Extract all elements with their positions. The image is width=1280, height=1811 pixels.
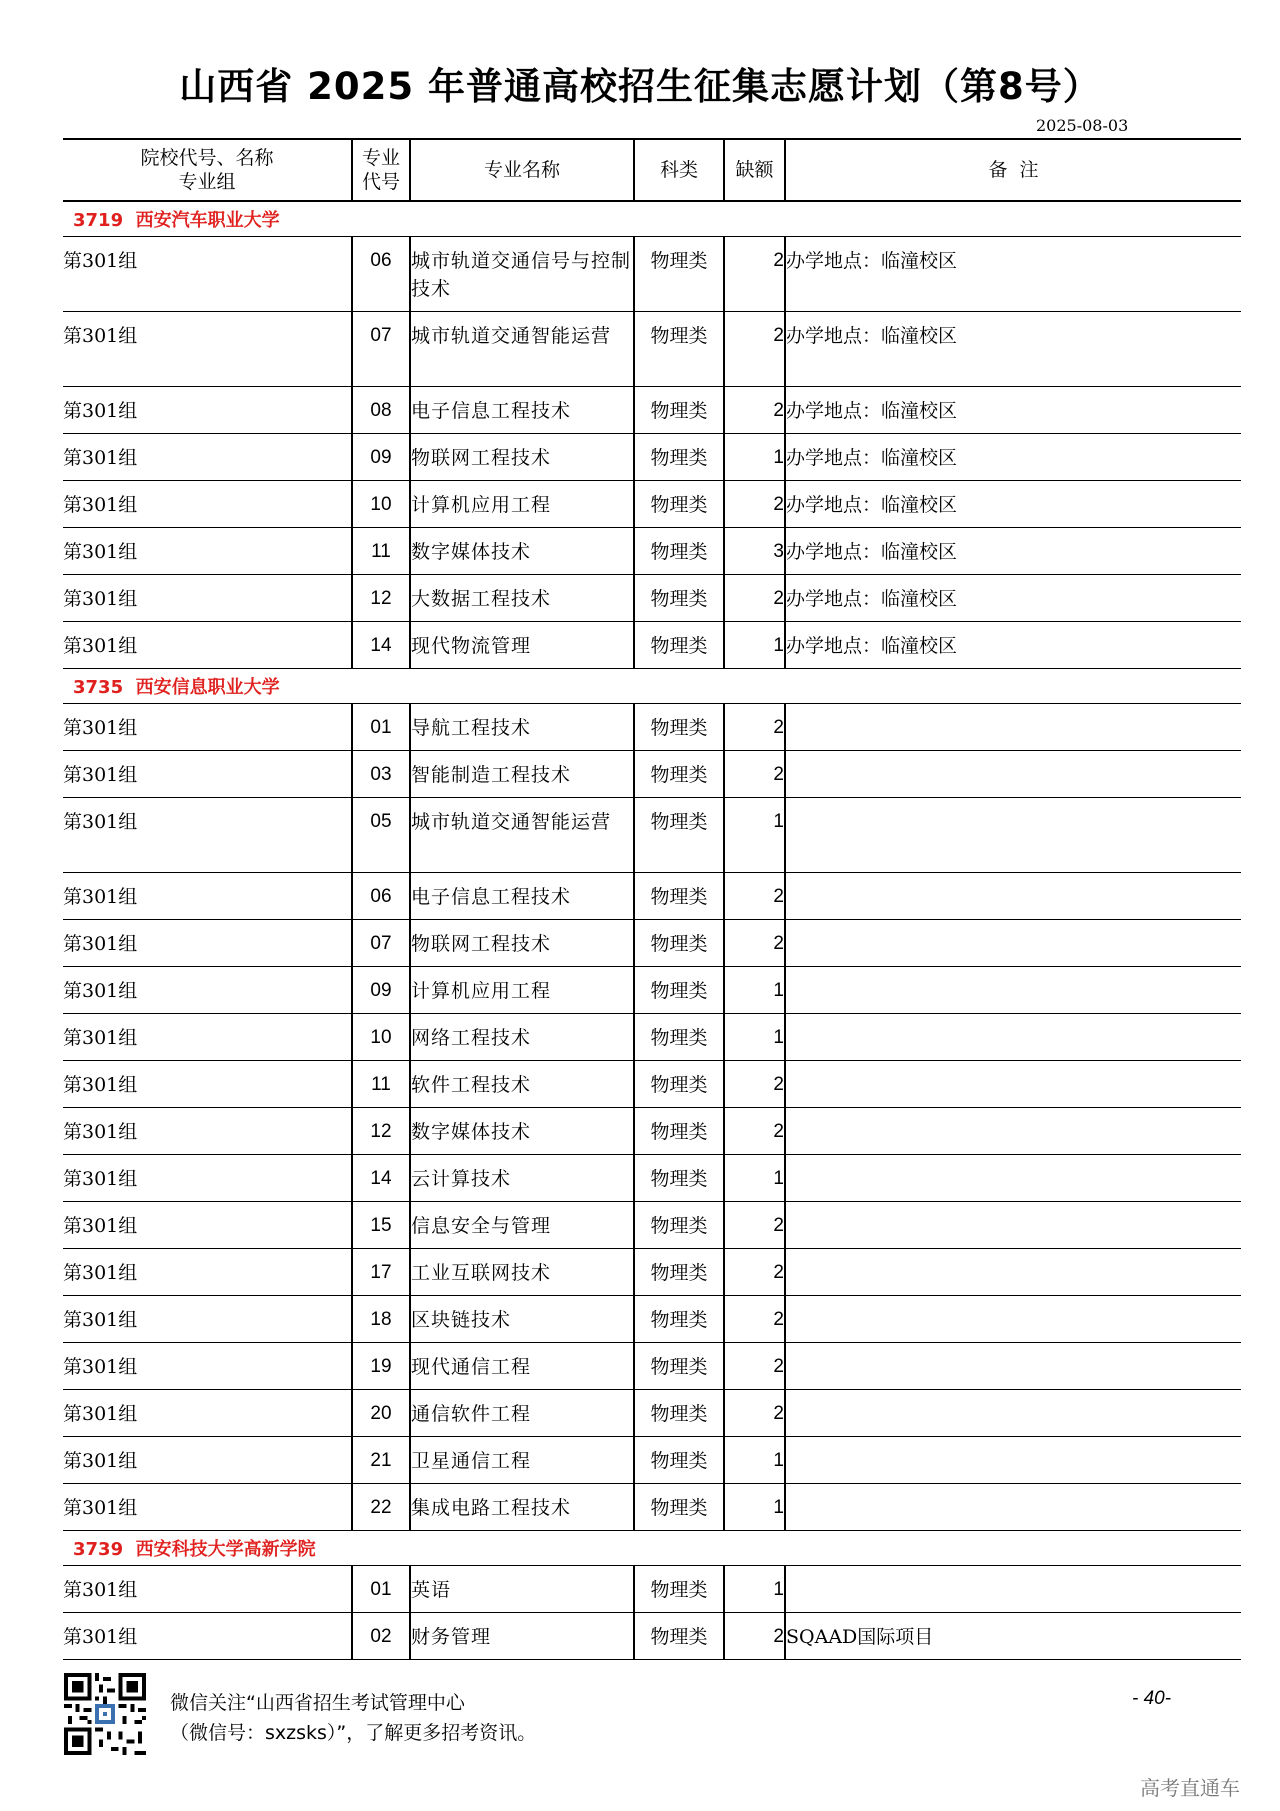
cell-major-code: 01: [352, 704, 410, 751]
cell-category: 物理类: [634, 1249, 724, 1296]
cell-note: 办学地点：临潼校区: [785, 387, 1241, 434]
cell-vacancy: 2: [724, 1202, 785, 1249]
cell-note: [785, 1437, 1241, 1484]
table-row: [63, 1061, 1241, 1108]
cell-category: 物理类: [634, 312, 724, 387]
cell-vacancy: 1: [724, 798, 785, 873]
cell-major-name: 物联网工程技术: [410, 434, 634, 481]
cell-note: [785, 1566, 1241, 1613]
cell-note: [785, 873, 1241, 920]
cell-vacancy: 1: [724, 1155, 785, 1202]
cell-note: [785, 967, 1241, 1014]
table-header-row: [63, 139, 1241, 201]
cell-category: 物理类: [634, 920, 724, 967]
cell-major-code: 09: [352, 967, 410, 1014]
cell-major-code: 10: [352, 481, 410, 528]
cell-vacancy: 2: [724, 920, 785, 967]
header-school-group-line1: 院校代号、名称: [140, 147, 274, 169]
cell-major-code: 10: [352, 1014, 410, 1061]
school-name: 3735 西安信息职业大学: [63, 669, 1241, 704]
table-row: [63, 1343, 1241, 1390]
header-vacancy: 缺额: [724, 139, 785, 201]
cell-group: 第301组: [63, 704, 352, 751]
table-row: [63, 1108, 1241, 1155]
cell-note: [785, 798, 1241, 873]
cell-category: 物理类: [634, 387, 724, 434]
cell-category: 物理类: [634, 798, 724, 873]
cell-major-code: 07: [352, 920, 410, 967]
table-row: [63, 798, 1241, 873]
table-row: [63, 575, 1241, 622]
cell-major-code: 12: [352, 1108, 410, 1155]
cell-vacancy: 2: [724, 312, 785, 387]
cell-group: 第301组: [63, 751, 352, 798]
header-major-name: 专业名称: [410, 139, 634, 201]
table-row: [63, 967, 1241, 1014]
cell-major-code: 06: [352, 237, 410, 312]
cell-category: 物理类: [634, 1566, 724, 1613]
cell-group: 第301组: [63, 798, 352, 873]
cell-group: 第301组: [63, 528, 352, 575]
cell-vacancy: 2: [724, 575, 785, 622]
watermark-text: 高考直通车: [1140, 1776, 1240, 1800]
cell-category: 物理类: [634, 1437, 724, 1484]
school-header-row: [63, 201, 1241, 237]
cell-group: 第301组: [63, 1108, 352, 1155]
cell-vacancy: 1: [724, 622, 785, 669]
cell-group: 第301组: [63, 1566, 352, 1613]
cell-note: [785, 1108, 1241, 1155]
cell-vacancy: 2: [724, 387, 785, 434]
cell-vacancy: 2: [724, 1613, 785, 1660]
cell-category: 物理类: [634, 967, 724, 1014]
cell-major-name: 大数据工程技术: [410, 575, 634, 622]
cell-major-name: 英语: [410, 1566, 634, 1613]
cell-major-code: 03: [352, 751, 410, 798]
cell-category: 物理类: [634, 1155, 724, 1202]
cell-vacancy: 1: [724, 1437, 785, 1484]
cell-major-name: 导航工程技术: [410, 704, 634, 751]
school-header-row: [63, 1531, 1241, 1566]
cell-group: 第301组: [63, 873, 352, 920]
table-row: [63, 434, 1241, 481]
table-row: [63, 622, 1241, 669]
cell-vacancy: 2: [724, 704, 785, 751]
qr-code-icon: [64, 1673, 146, 1755]
cell-note: 办学地点：临潼校区: [785, 622, 1241, 669]
page-number: - 40-: [1132, 1688, 1172, 1709]
cell-group: 第301组: [63, 575, 352, 622]
cell-category: 物理类: [634, 1296, 724, 1343]
cell-note: 办学地点：临潼校区: [785, 434, 1241, 481]
cell-category: 物理类: [634, 575, 724, 622]
page-title: 山西省 2025 年普通高校招生征集志愿计划（第8号）: [179, 65, 1101, 108]
cell-major-name: 数字媒体技术: [410, 528, 634, 575]
cell-vacancy: 1: [724, 1566, 785, 1613]
cell-vacancy: 2: [724, 1343, 785, 1390]
cell-major-name: 物联网工程技术: [410, 920, 634, 967]
cell-group: 第301组: [63, 1613, 352, 1660]
cell-note: 办学地点：临潼校区: [785, 312, 1241, 387]
cell-group: 第301组: [63, 387, 352, 434]
cell-major-code: 19: [352, 1343, 410, 1390]
cell-note: [785, 1249, 1241, 1296]
cell-note: [785, 1296, 1241, 1343]
header-major-code-line1: 专业: [361, 147, 400, 169]
cell-major-name: 信息安全与管理: [410, 1202, 634, 1249]
cell-category: 物理类: [634, 704, 724, 751]
cell-group: 第301组: [63, 622, 352, 669]
cell-major-code: 11: [352, 528, 410, 575]
cell-vacancy: 1: [724, 434, 785, 481]
cell-vacancy: 1: [724, 967, 785, 1014]
cell-note: [785, 1484, 1241, 1531]
cell-group: 第301组: [63, 237, 352, 312]
cell-vacancy: 2: [724, 1061, 785, 1108]
cell-vacancy: 2: [724, 1249, 785, 1296]
cell-group: 第301组: [63, 967, 352, 1014]
cell-group: 第301组: [63, 1484, 352, 1531]
cell-group: 第301组: [63, 1343, 352, 1390]
cell-note: [785, 704, 1241, 751]
table-row: [63, 1566, 1241, 1613]
cell-major-name: 集成电路工程技术: [410, 1484, 634, 1531]
cell-category: 物理类: [634, 434, 724, 481]
header-note: 备 注: [785, 139, 1241, 201]
cell-vacancy: 2: [724, 1108, 785, 1155]
cell-note: [785, 1061, 1241, 1108]
cell-major-code: 08: [352, 387, 410, 434]
cell-category: 物理类: [634, 1390, 724, 1437]
table-row: [63, 920, 1241, 967]
cell-major-code: 05: [352, 798, 410, 873]
school-name: 3739 西安科技大学高新学院: [63, 1531, 1241, 1566]
cell-major-name: 网络工程技术: [410, 1014, 634, 1061]
table-row: [63, 1249, 1241, 1296]
cell-category: 物理类: [634, 1108, 724, 1155]
cell-category: 物理类: [634, 1613, 724, 1660]
cell-major-name: 电子信息工程技术: [410, 387, 634, 434]
cell-major-code: 18: [352, 1296, 410, 1343]
table-row: [63, 1390, 1241, 1437]
table-row: [63, 1296, 1241, 1343]
cell-group: 第301组: [63, 1390, 352, 1437]
cell-major-code: 17: [352, 1249, 410, 1296]
cell-major-name: 云计算技术: [410, 1155, 634, 1202]
cell-note: [785, 1390, 1241, 1437]
cell-category: 物理类: [634, 622, 724, 669]
table-row: [63, 1613, 1241, 1660]
table-row: [63, 1014, 1241, 1061]
cell-group: 第301组: [63, 1014, 352, 1061]
cell-major-name: 卫星通信工程: [410, 1437, 634, 1484]
cell-major-code: 14: [352, 1155, 410, 1202]
cell-major-name: 数字媒体技术: [410, 1108, 634, 1155]
header-major-code-line2: 代号: [361, 171, 400, 193]
cell-group: 第301组: [63, 312, 352, 387]
cell-major-code: 22: [352, 1484, 410, 1531]
cell-vacancy: 1: [724, 1484, 785, 1531]
table-row: [63, 237, 1241, 312]
cell-note: 办学地点：临潼校区: [785, 237, 1241, 312]
cell-group: 第301组: [63, 1296, 352, 1343]
cell-vacancy: 2: [724, 481, 785, 528]
table-row: [63, 1202, 1241, 1249]
cell-group: 第301组: [63, 1061, 352, 1108]
cell-group: 第301组: [63, 1202, 352, 1249]
enrollment-plan-table: [63, 138, 1241, 1660]
cell-major-name: 计算机应用工程: [410, 967, 634, 1014]
cell-vacancy: 2: [724, 751, 785, 798]
cell-vacancy: 1: [724, 1014, 785, 1061]
cell-note: [785, 1343, 1241, 1390]
cell-group: 第301组: [63, 920, 352, 967]
cell-category: 物理类: [634, 528, 724, 575]
cell-major-code: 21: [352, 1437, 410, 1484]
cell-major-name: 工业互联网技术: [410, 1249, 634, 1296]
table-row: [63, 312, 1241, 387]
cell-major-name: 智能制造工程技术: [410, 751, 634, 798]
cell-major-code: 09: [352, 434, 410, 481]
cell-major-name: 城市轨道交通信号与控制技术: [410, 237, 634, 312]
publish-date: 2025-08-03: [1036, 116, 1129, 135]
cell-vacancy: 2: [724, 237, 785, 312]
cell-category: 物理类: [634, 1014, 724, 1061]
header-school-group: [63, 139, 352, 201]
cell-major-code: 11: [352, 1061, 410, 1108]
cell-group: 第301组: [63, 481, 352, 528]
cell-category: 物理类: [634, 1202, 724, 1249]
cell-major-name: 通信软件工程: [410, 1390, 634, 1437]
cell-vacancy: 3: [724, 528, 785, 575]
cell-major-code: 20: [352, 1390, 410, 1437]
cell-note: 办学地点：临潼校区: [785, 528, 1241, 575]
cell-group: 第301组: [63, 1155, 352, 1202]
table-row: [63, 873, 1241, 920]
table-row: [63, 481, 1241, 528]
cell-major-name: 现代通信工程: [410, 1343, 634, 1390]
cell-major-name: 区块链技术: [410, 1296, 634, 1343]
cell-major-name: 现代物流管理: [410, 622, 634, 669]
table-row: [63, 1437, 1241, 1484]
cell-note: [785, 1014, 1241, 1061]
table-row: [63, 387, 1241, 434]
school-header-row: [63, 669, 1241, 704]
table-row: [63, 528, 1241, 575]
cell-note: 办学地点：临潼校区: [785, 575, 1241, 622]
cell-major-code: 01: [352, 1566, 410, 1613]
cell-category: 物理类: [634, 1061, 724, 1108]
cell-note: SQAAD国际项目: [785, 1613, 1241, 1660]
school-name: 3719 西安汽车职业大学: [63, 201, 1241, 237]
cell-major-name: 计算机应用工程: [410, 481, 634, 528]
header-major-code: [352, 139, 410, 201]
cell-category: 物理类: [634, 237, 724, 312]
cell-major-code: 07: [352, 312, 410, 387]
cell-major-name: 电子信息工程技术: [410, 873, 634, 920]
cell-note: [785, 1202, 1241, 1249]
cell-major-name: 城市轨道交通智能运营: [410, 798, 634, 873]
cell-vacancy: 2: [724, 1390, 785, 1437]
cell-major-name: 财务管理: [410, 1613, 634, 1660]
cell-category: 物理类: [634, 751, 724, 798]
cell-group: 第301组: [63, 1437, 352, 1484]
header-school-group-line2: 专业组: [178, 171, 236, 193]
cell-note: [785, 1155, 1241, 1202]
cell-major-code: 06: [352, 873, 410, 920]
cell-vacancy: 2: [724, 873, 785, 920]
cell-major-name: 软件工程技术: [410, 1061, 634, 1108]
wechat-notice-line2: （微信号：sxzsks）”，了解更多招考资讯。: [170, 1722, 537, 1744]
table-row: [63, 751, 1241, 798]
cell-note: [785, 920, 1241, 967]
cell-major-name: 城市轨道交通智能运营: [410, 312, 634, 387]
cell-major-code: 15: [352, 1202, 410, 1249]
cell-category: 物理类: [634, 873, 724, 920]
cell-note: [785, 751, 1241, 798]
cell-major-code: 14: [352, 622, 410, 669]
cell-category: 物理类: [634, 481, 724, 528]
cell-group: 第301组: [63, 434, 352, 481]
cell-note: 办学地点：临潼校区: [785, 481, 1241, 528]
table-row: [63, 1155, 1241, 1202]
cell-category: 物理类: [634, 1484, 724, 1531]
cell-vacancy: 2: [724, 1296, 785, 1343]
table-row: [63, 1484, 1241, 1531]
cell-major-code: 02: [352, 1613, 410, 1660]
wechat-notice-line1: 微信关注“山西省招生考试管理中心: [170, 1692, 465, 1714]
table-row: [63, 704, 1241, 751]
cell-major-code: 12: [352, 575, 410, 622]
cell-category: 物理类: [634, 1343, 724, 1390]
header-category: 科类: [634, 139, 724, 201]
cell-group: 第301组: [63, 1249, 352, 1296]
table-body: [63, 201, 1241, 1660]
